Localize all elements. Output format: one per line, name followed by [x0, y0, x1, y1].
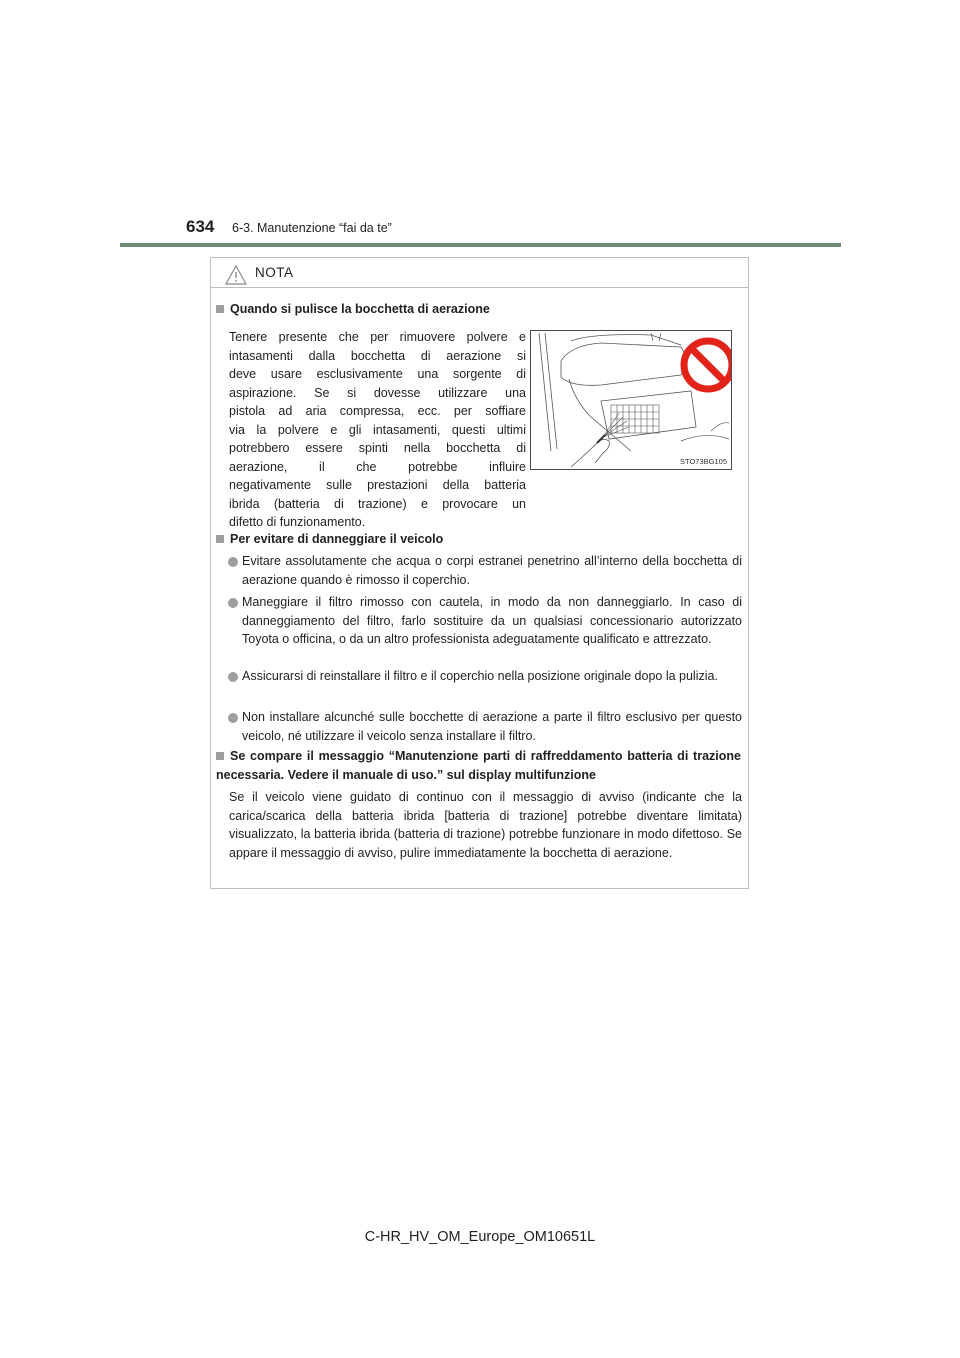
body-line: deve usare esclusivamente una sorgente di: [229, 367, 526, 381]
bullet-item: Evitare assolutamente che acqua o corpi estranei penetrino all’interno della bocchetta di aerazione quando è rimosso il coperchio.: [242, 554, 742, 587]
header-rule: [120, 243, 841, 247]
heading-text: Per evitare di danneggiare il veicolo: [230, 532, 444, 546]
cooling-message-body: Se il veicolo viene guidato di continuo con il messaggio di avviso (indicante che la carica/scarica della batteria ibrida [batteria di trazione] potrebbe diventare limitata) visualizzato, la batteria ibrida (batteria di trazione) potrebbe funzionare in modo difettoso. Se appare il messaggio di avviso, pulire immediatamente la bocchetta di aerazione.: [229, 790, 742, 860]
square-bullet-icon: [216, 305, 224, 313]
square-bullet-icon: [216, 535, 224, 543]
heading-text: Quando si pulisce la bocchetta di aerazione: [230, 302, 490, 316]
body-line: Tenere presente che per rimuovere polvere e: [229, 330, 526, 344]
section-heading-cooling-message: [216, 747, 741, 785]
illustration-code: STO73BG105: [680, 457, 727, 466]
note-header: [211, 258, 748, 288]
page-number: 634: [186, 217, 215, 236]
document-code: C-HR_HV_OM_Europe_OM10651L: [364, 1229, 596, 1245]
body-line: ibrida (batteria di trazione) e provocare un: [229, 496, 526, 511]
note-label: NOTA: [255, 265, 294, 280]
bullet-item: Maneggiare il filtro rimosso con cautela, in modo da non danneggiarlo. In caso di danneggiamento del filtro, farlo sostituire da un qualsiasi concessionario autorizzato Toyota o officina, o da un altro professionista adeguatamente qualificato e attrezzato.: [242, 595, 742, 646]
body-line: potrebbero essere spinti nella bocchetta di: [229, 441, 526, 455]
bullet-item: Assicurarsi di reinstallare il filtro e il coperchio nella posizione originale dopo la pulizia.: [242, 669, 718, 683]
vent-grid: [611, 405, 659, 433]
round-bullet-icon: [228, 557, 238, 567]
body-line: intasamenti dalla bocchetta di aerazione si: [229, 348, 526, 363]
section-heading-cleaning-vent: [216, 300, 741, 319]
body-line: aerazione, il che potrebbe influire: [229, 459, 526, 474]
prohibition-icon: [684, 341, 731, 389]
round-bullet-icon: [228, 598, 238, 608]
round-bullet-icon: [228, 672, 238, 682]
body-line: negativamente sulle prestazioni della batteria: [229, 478, 526, 492]
bullet-item: Non installare alcunché sulle bocchette di aerazione a parte il filtro esclusivo per questo veicolo, né utilizzare il veicolo senza installare il filtro.: [242, 710, 742, 743]
vent-scene-drawing: [531, 331, 731, 469]
section-title: 6-3. Manutenzione “fai da te”: [232, 221, 392, 235]
body-line: aspirazione. Se si dovesse utilizzare una: [229, 385, 526, 400]
warning-triangle-icon: [225, 265, 247, 285]
body-line: difetto di funzionamento.: [229, 515, 366, 529]
body-line: via la polvere e gli intasamenti, questi ultimi: [229, 422, 526, 437]
body-line: pistola ad aria compressa, ecc. per soffiare: [229, 404, 526, 418]
square-bullet-icon: [216, 752, 224, 760]
round-bullet-icon: [228, 713, 238, 723]
note-box: [210, 257, 749, 889]
heading-text: Se compare il messaggio “Manutenzione parti di raffreddamento batteria di trazione necessaria. Vedere il manuale di uso.” sul display multifunzione: [216, 749, 741, 782]
section-heading-avoid-damage: [216, 530, 741, 549]
vent-cleaning-illustration: [530, 330, 732, 470]
